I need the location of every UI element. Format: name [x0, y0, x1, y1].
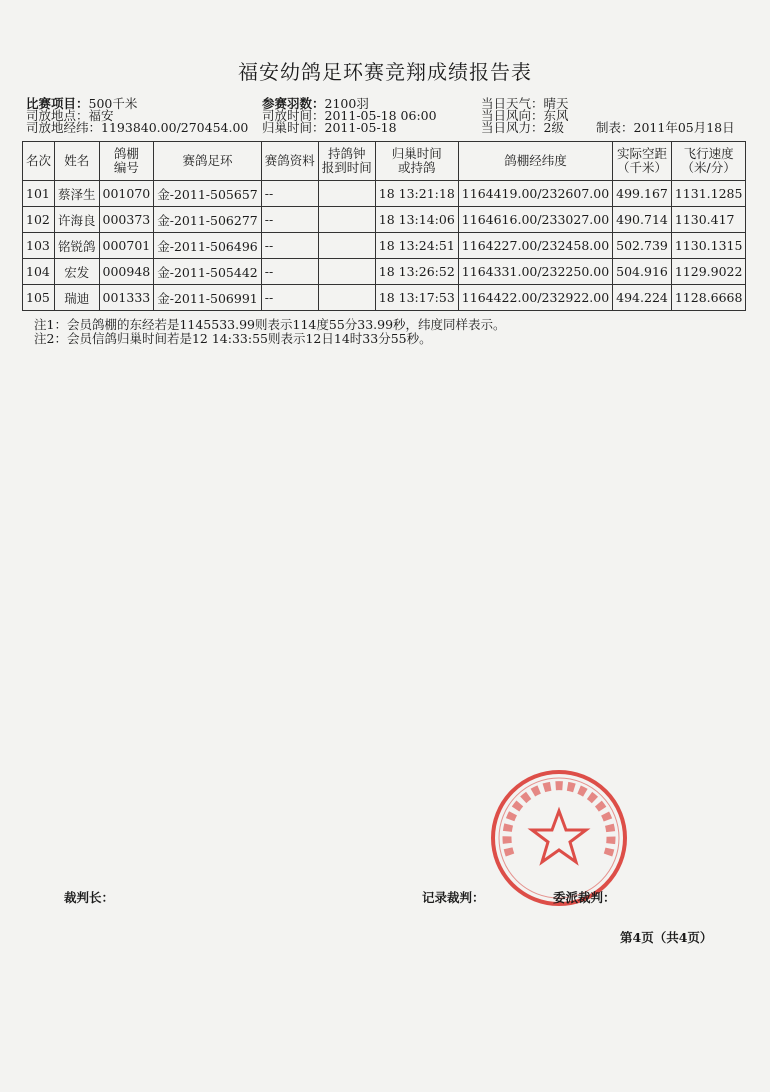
table-header-row — [23, 142, 746, 181]
header-data: 赛鸽资料 — [261, 142, 318, 181]
note-2: 注2：会员信鸽归巢时间若是12 14:33:55则表示12日14时33分55秒。 — [34, 331, 432, 346]
release-place: 司放地点：福安 — [26, 108, 114, 123]
results-table — [22, 141, 746, 311]
record-judge-signature: 记录裁判： — [422, 890, 485, 905]
header-ring: 赛鸽足环 — [154, 142, 261, 181]
assigned-judge-signature: 委派裁判： — [553, 890, 616, 905]
header-return: 归巢时间 或持鸽 — [375, 142, 458, 181]
wind-power: 当日风力：2级 — [481, 120, 564, 135]
header-loft-no: 鸽棚 编号 — [99, 142, 154, 181]
header-distance: 实际空距 （千米） — [613, 142, 672, 181]
note-1: 注1：会员鸽棚的东经若是1145533.99则表示114度55分33.99秒，纬度同样表示。 — [34, 317, 506, 332]
header-coords: 鸽棚经纬度 — [458, 142, 612, 181]
chief-judge-signature: 裁判长： — [64, 890, 115, 905]
table-row: 104 宏发 000948 金-2011-505442 -- 18 13:26:52 1164331.00/232250.00 504.916 1129.9022 — [23, 259, 746, 285]
header-speed: 飞行速度 （米/分） — [671, 142, 746, 181]
header-clock: 持鸽钟 报到时间 — [318, 142, 375, 181]
report-title: 福安幼鸽足环赛竞翔成绩报告表 — [238, 60, 532, 84]
table-row: 105 瑞迪 001333 金-2011-506991 -- 18 13:17:53 1164422.00/232922.00 494.224 1128.6668 — [23, 285, 746, 311]
race-item: 比赛项目：500千米 — [26, 96, 138, 111]
header-name: 姓名 — [55, 142, 100, 181]
header-rank: 名次 — [23, 142, 55, 181]
wind-direction: 当日风向：东风 — [481, 108, 569, 123]
table-row: 102 许海良 000373 金-2011-506277 -- 18 13:14:06 1164616.00/233027.00 490.714 1130.417 — [23, 207, 746, 233]
table-row: 103 铭锐鸽 000701 金-2011-506496 -- 18 13:24:51 1164227.00/232458.00 502.739 1130.1315 — [23, 233, 746, 259]
return-time: 归巢时间：2011-05-18 — [262, 120, 397, 135]
entries-count: 参赛羽数：2100羽 — [262, 96, 369, 111]
weather: 当日天气：晴天 — [481, 96, 569, 111]
release-time: 司放时间：2011-05-18 06:00 — [262, 108, 437, 123]
release-coords: 司放地经纬：1193840.00/270454.00 — [26, 120, 249, 135]
page-number: 第4页（共4页） — [620, 930, 713, 945]
notes — [34, 318, 506, 346]
made-date: 制表：2011年05月18日 — [596, 120, 735, 135]
table-row: 101 蔡泽生 001070 金-2011-505657 -- 18 13:21:18 1164419.00/232607.00 499.167 1131.1285 — [23, 181, 746, 207]
